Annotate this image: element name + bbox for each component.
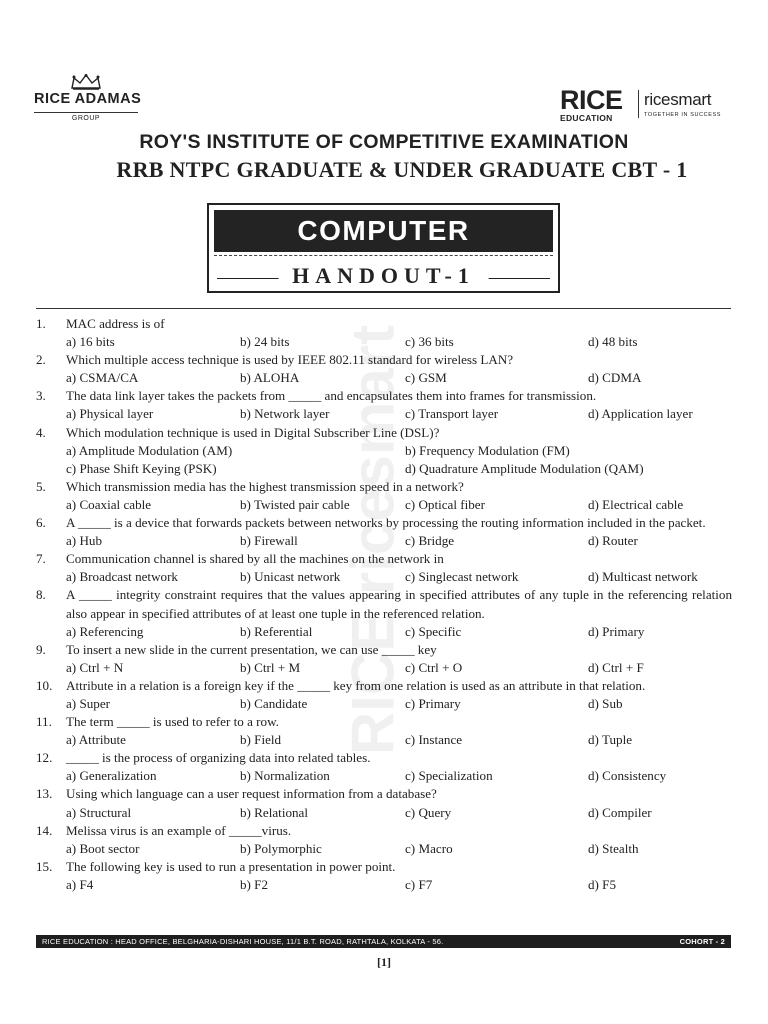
- subject-title: COMPUTER: [214, 210, 553, 252]
- question-text: MAC address is of: [66, 316, 165, 331]
- header-rule: [36, 308, 731, 309]
- question-item: [36, 713, 732, 749]
- question-item: [36, 315, 732, 351]
- answer-option: b) F2: [240, 876, 269, 892]
- exam-title: RRB NTPC GRADUATE & UNDER GRADUATE CBT - 1: [116, 157, 688, 182]
- answer-option: d) Compiler: [588, 804, 652, 820]
- logo-group-label: GROUP: [69, 115, 103, 122]
- question-number: 10.: [36, 677, 53, 693]
- answer-option: c) GSM: [405, 370, 447, 386]
- option-row: [66, 731, 732, 749]
- cohort-label: COHORT - 2: [679, 937, 725, 946]
- question-text: The term _____ is used to refer to a row.: [66, 714, 279, 730]
- answer-option: a) F4: [66, 876, 94, 892]
- question-item: [36, 858, 732, 894]
- answer-option: d) Router: [588, 533, 638, 549]
- answer-option: b) Polymorphic: [240, 840, 322, 856]
- answer-option: b) Normalization: [240, 768, 330, 784]
- question-number: 12.: [36, 750, 53, 766]
- footer-address: RICE EDUCATION : HEAD OFFICE, BELGHARIA-DISHARI HOUSE, 11/1 B.T. ROAD, RATHTALA, KOLKATA - 56.: [42, 937, 444, 946]
- option-row: [66, 623, 732, 641]
- answer-option: c) 36 bits: [405, 334, 454, 350]
- question-text: Which multiple access technique is used by IEEE 802.11 standard for wireless LAN?: [66, 352, 514, 368]
- answer-option: d) Multicast network: [588, 569, 698, 585]
- option-row: [66, 659, 732, 677]
- ricesmart-wordmark: ricesmart: [644, 90, 712, 109]
- answer-option: b) Ctrl + M: [240, 659, 301, 675]
- answer-option: d) Quadrature Amplitude Modulation (QAM): [405, 460, 644, 476]
- question-number: 2.: [36, 352, 46, 368]
- option-row: [66, 369, 732, 387]
- rice-wordmark: RICE: [560, 85, 623, 115]
- answer-option: d) Electrical cable: [588, 496, 684, 512]
- answer-option: c) Instance: [405, 732, 463, 748]
- option-row: [66, 876, 732, 894]
- question-item: [36, 387, 732, 423]
- answer-option: c) Transport layer: [405, 406, 499, 422]
- answer-option: d) Sub: [588, 695, 623, 711]
- question-number: 13.: [36, 786, 53, 802]
- question-text: To insert a new slide in the current presentation, we can use _____ key: [66, 641, 437, 657]
- option-row: [66, 532, 732, 550]
- option-row: [66, 568, 732, 586]
- option-row: [66, 695, 732, 713]
- question-item: [36, 785, 732, 821]
- crown-icon: [70, 74, 102, 90]
- answer-option: c) Macro: [405, 840, 453, 856]
- watermark-logo: RICE ricesmart: [339, 324, 407, 756]
- answer-option: d) F5: [588, 876, 617, 892]
- question-number: 4.: [36, 424, 46, 440]
- answer-option: d) Primary: [588, 623, 645, 639]
- option-row: [66, 333, 732, 351]
- institute-title: ROY'S INSTITUTE OF COMPETITIVE EXAMINATION: [139, 131, 629, 153]
- answer-option: c) Phase Shift Keying (PSK): [66, 460, 217, 476]
- option-row: [66, 840, 732, 858]
- answer-option: b) Network layer: [240, 406, 330, 422]
- answer-option: c) Bridge: [405, 533, 455, 549]
- answer-option: d) Tuple: [588, 732, 633, 748]
- option-row: [66, 496, 732, 514]
- answer-option: a) Hub: [66, 533, 102, 549]
- question-item: [36, 478, 732, 514]
- answer-option: b) Candidate: [240, 695, 308, 711]
- education-wordmark: EDUCATION: [560, 113, 613, 123]
- rice-adamas-logo: [34, 74, 142, 122]
- answer-option: c) Primary: [405, 695, 461, 711]
- question-list: [36, 315, 732, 894]
- answer-option: b) Referential: [240, 623, 313, 639]
- answer-option: a) Amplitude Modulation (AM): [66, 442, 233, 458]
- option-row: [66, 767, 732, 785]
- answer-option: a) Referencing: [66, 623, 144, 639]
- answer-option: a) Generalization: [66, 768, 157, 784]
- question-item: [36, 550, 732, 586]
- question-text: Attribute in a relation is a foreign key if the _____ key from one relation is used as an attribute in that relation.: [66, 677, 646, 693]
- answer-option: b) Firewall: [240, 533, 298, 549]
- answer-option: d) Stealth: [588, 840, 639, 856]
- logo-tagline: TOGETHER IN SUCCESS: [644, 112, 722, 118]
- answer-option: a) Structural: [66, 804, 132, 820]
- answer-option: c) Ctrl + O: [405, 659, 463, 675]
- question-number: 9.: [36, 641, 46, 657]
- question-item: [36, 822, 732, 858]
- question-number: 15.: [36, 858, 53, 874]
- answer-option: c) Specific: [405, 623, 462, 639]
- question-text: _____ is the process of organizing data into related tables.: [66, 750, 371, 766]
- question-number: 7.: [36, 551, 46, 567]
- answer-option: b) 24 bits: [240, 334, 290, 350]
- question-item: [36, 514, 732, 550]
- answer-option: d) CDMA: [588, 370, 642, 386]
- answer-option: d) Ctrl + F: [588, 659, 644, 675]
- answer-option: a) Attribute: [66, 732, 126, 748]
- answer-option: a) Physical layer: [66, 406, 154, 422]
- question-number: 14.: [36, 822, 53, 838]
- answer-option: b) Frequency Modulation (FM): [405, 442, 570, 458]
- question-text: Which modulation technique is used in Digital Subscriber Line (DSL)?: [66, 424, 440, 440]
- answer-option: b) Field: [240, 732, 282, 748]
- question-item: [36, 424, 732, 478]
- question-item: [36, 351, 732, 387]
- page-number: [1]: [377, 955, 391, 969]
- dashed-divider: [214, 255, 553, 256]
- option-row: [66, 405, 732, 423]
- answer-option: d) Application layer: [588, 406, 693, 422]
- answer-option: c) Specialization: [405, 768, 493, 784]
- question-item: [36, 749, 732, 785]
- question-item: [36, 641, 732, 677]
- answer-option: b) ALOHA: [240, 370, 300, 386]
- answer-option: b) Unicast network: [240, 569, 341, 585]
- answer-option: a) Coaxial cable: [66, 496, 152, 512]
- option-row: [66, 804, 732, 822]
- question-text: Which transmission media has the highest transmission speed in a network?: [66, 478, 464, 494]
- question-text: Melissa virus is an example of _____virus.: [66, 822, 292, 838]
- question-text: Communication channel is shared by all the machines on the network in: [66, 551, 444, 567]
- question-item: [36, 677, 732, 713]
- answer-option: d) Consistency: [588, 768, 667, 784]
- answer-option: c) Optical fiber: [405, 496, 485, 512]
- answer-option: a) CSMA/CA: [66, 370, 139, 386]
- question-number: 11.: [36, 714, 52, 730]
- answer-option: a) Ctrl + N: [66, 659, 124, 675]
- question-number: 1.: [36, 316, 46, 331]
- subject-title-box: [207, 203, 560, 293]
- answer-option: d) 48 bits: [588, 334, 638, 350]
- question-text: Using which language can a user request information from a database?: [66, 786, 437, 802]
- answer-option: a) Broadcast network: [66, 569, 178, 585]
- answer-option: a) Boot sector: [66, 840, 140, 856]
- answer-option: c) F7: [405, 876, 433, 892]
- handout-label: HANDOUT-1: [278, 263, 489, 289]
- question-number: 5.: [36, 478, 46, 494]
- footer-bar: [36, 935, 731, 948]
- question-item: [36, 586, 732, 640]
- answer-option: b) Twisted pair cable: [240, 496, 350, 512]
- option-row: [66, 442, 732, 478]
- question-number: 3.: [36, 388, 46, 404]
- question-text: A _____ integrity constraint requires that the values appearing in specified attributes of any tuple in the referencing relation also appear in specified attributes of at least one tuple in the referenced relation.: [66, 587, 732, 621]
- question-text: The following key is used to run a presentation in power point.: [66, 858, 396, 874]
- question-number: 6.: [36, 515, 46, 531]
- logo-brand-name: RICE ADAMAS: [34, 91, 142, 107]
- answer-option: c) Singlecast network: [405, 569, 519, 585]
- answer-option: a) 16 bits: [66, 334, 115, 350]
- question-text: The data link layer takes the packets from _____ and encapsulates them into frames for transmission.: [66, 388, 597, 404]
- answer-option: a) Super: [66, 695, 110, 711]
- question-number: 8.: [36, 587, 46, 603]
- answer-option: c) Query: [405, 804, 452, 820]
- question-text: A _____ is a device that forwards packets between networks by processing the routing information included in the packet.: [66, 515, 706, 531]
- answer-option: b) Relational: [240, 804, 308, 820]
- logo-divider: [638, 90, 639, 118]
